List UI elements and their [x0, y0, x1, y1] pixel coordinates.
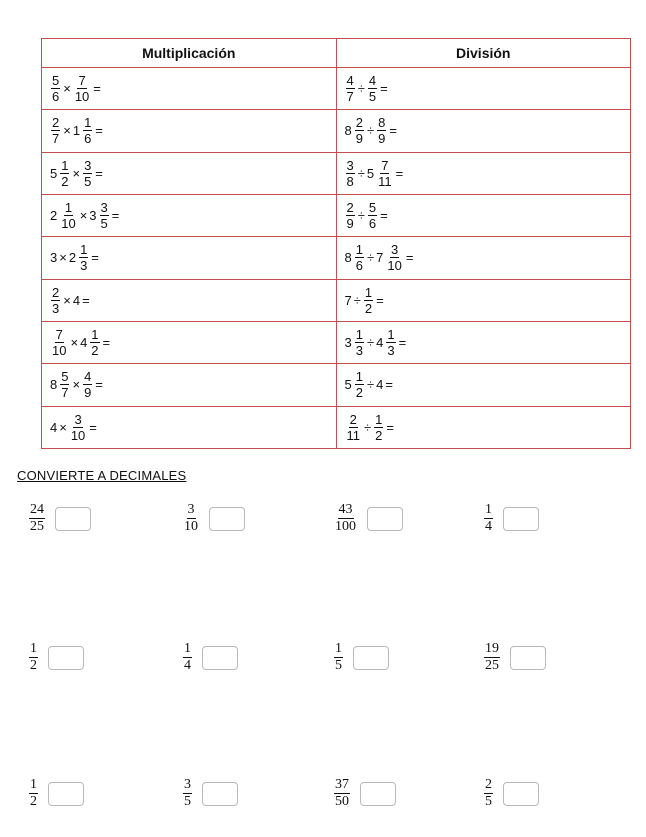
- denominator: 7: [52, 131, 60, 147]
- fraction: [70, 412, 86, 443]
- fraction: [29, 502, 45, 535]
- fraction: [183, 641, 192, 674]
- numerator: 1: [335, 641, 342, 656]
- numerator: 2: [52, 284, 60, 300]
- fraction: [368, 73, 377, 104]
- equals-sign: =: [395, 165, 404, 181]
- denominator: 7: [346, 89, 354, 105]
- times-sign: ×: [63, 123, 71, 139]
- whole-number: 4: [376, 377, 384, 393]
- fraction: [386, 242, 402, 273]
- denominator: 5: [100, 216, 108, 232]
- numerator: 37: [335, 777, 349, 792]
- division-cell: [336, 406, 631, 448]
- table-row: [42, 194, 631, 236]
- expression: [344, 115, 398, 146]
- fraction: [183, 777, 192, 810]
- denominator: 7: [61, 385, 69, 401]
- denominator: 10: [61, 216, 76, 232]
- fraction: [377, 158, 393, 189]
- expression: [49, 158, 104, 189]
- fraction: [183, 502, 199, 535]
- fraction: [334, 502, 357, 535]
- denominator: 9: [84, 385, 92, 401]
- denominator: 6: [368, 216, 377, 232]
- expression: [344, 369, 394, 400]
- denominator: 5: [335, 658, 342, 673]
- whole-number: 2: [50, 208, 58, 224]
- fraction: [100, 200, 109, 231]
- whole-number: 4: [376, 335, 384, 351]
- section-title: CONVIERTE A DECIMALES: [17, 468, 187, 483]
- division-cell: [336, 279, 631, 321]
- expression: [344, 200, 389, 231]
- numerator: 1: [355, 242, 363, 258]
- numerator: 3: [74, 411, 82, 427]
- numerator: 2: [485, 777, 492, 792]
- times-sign: ×: [70, 335, 79, 351]
- answer-box[interactable]: [510, 646, 546, 670]
- numerator: 7: [381, 157, 389, 173]
- decimal-exercise: [484, 502, 539, 535]
- answer-box[interactable]: [503, 507, 539, 531]
- decimal-exercise: [29, 502, 91, 535]
- whole-number: 8: [344, 250, 352, 266]
- answer-box[interactable]: [48, 646, 84, 670]
- whole-number: 5: [344, 377, 352, 393]
- numerator: 3: [100, 200, 108, 216]
- denominator: 9: [378, 131, 386, 147]
- numerator: 19: [485, 641, 499, 656]
- denominator: 2: [355, 385, 363, 401]
- numerator: 2: [355, 115, 363, 131]
- multiplication-cell: [42, 194, 337, 236]
- decimal-exercise: [334, 502, 403, 535]
- numerator: 8: [378, 115, 386, 131]
- equals-sign: =: [89, 419, 97, 435]
- numerator: 2: [349, 411, 357, 427]
- expression: [49, 242, 100, 273]
- fraction: [346, 200, 355, 231]
- denominator: 3: [52, 300, 60, 316]
- header-division: División: [336, 39, 631, 68]
- decimal-exercise: [334, 777, 396, 810]
- numerator: 5: [52, 73, 60, 89]
- fraction: [51, 73, 60, 104]
- whole-number: 2: [68, 250, 77, 266]
- division-cell: [336, 152, 631, 194]
- times-sign: ×: [59, 419, 67, 435]
- equals-sign: =: [95, 123, 103, 139]
- multiplication-cell: [42, 237, 337, 279]
- whole-number: 7: [376, 250, 384, 266]
- denominator: 6: [355, 258, 363, 274]
- equals-sign: =: [93, 81, 101, 97]
- fraction: [51, 327, 67, 358]
- numerator: 7: [55, 327, 63, 343]
- numerator: 4: [346, 73, 354, 89]
- denominator: 4: [485, 519, 492, 534]
- whole-number: 8: [50, 377, 58, 393]
- decimal-exercise: [484, 641, 546, 674]
- division-cell: [336, 68, 631, 110]
- fraction: [484, 777, 493, 810]
- divide-sign: ÷: [364, 419, 372, 435]
- decimal-exercise: [334, 641, 389, 674]
- answer-box[interactable]: [202, 646, 238, 670]
- table-header-row: [42, 39, 631, 68]
- equals-sign: =: [376, 292, 384, 308]
- fraction: [355, 242, 364, 273]
- denominator: 5: [84, 173, 92, 189]
- numerator: 1: [61, 157, 69, 173]
- denominator: 25: [30, 519, 44, 534]
- fraction: [334, 641, 343, 674]
- denominator: 5: [184, 794, 191, 809]
- decimal-exercise: [183, 502, 245, 535]
- denominator: 10: [184, 519, 198, 534]
- fraction: [374, 412, 383, 443]
- denominator: 10: [52, 343, 67, 359]
- fraction: [484, 641, 500, 674]
- expression: [49, 327, 111, 358]
- fraction: [29, 641, 38, 674]
- numerator: 3: [390, 242, 399, 258]
- expression: [49, 285, 91, 316]
- decimal-exercise: [183, 641, 238, 674]
- denominator: 25: [485, 658, 499, 673]
- table-row: [42, 237, 631, 279]
- equals-sign: =: [95, 165, 103, 181]
- answer-box[interactable]: [503, 782, 539, 806]
- whole-number: 8: [344, 123, 352, 139]
- table-row: [42, 152, 631, 194]
- numerator: 1: [375, 411, 383, 427]
- expression: [344, 412, 395, 443]
- denominator: 3: [80, 258, 88, 274]
- divide-sign: ÷: [366, 335, 375, 351]
- answer-box[interactable]: [202, 782, 238, 806]
- fraction: [346, 412, 362, 443]
- whole-number: 4: [80, 335, 88, 351]
- denominator: 3: [355, 343, 363, 359]
- denominator: 6: [52, 89, 60, 105]
- numerator: 3: [187, 502, 195, 517]
- multiplication-cell: [42, 152, 337, 194]
- times-sign: ×: [63, 81, 71, 97]
- answer-box[interactable]: [353, 646, 389, 670]
- multiplication-cell: [42, 110, 337, 152]
- times-sign: ×: [59, 250, 67, 266]
- table-row: [42, 364, 631, 406]
- fraction: [386, 327, 395, 358]
- fraction: [51, 115, 60, 146]
- numerator: 4: [368, 73, 377, 89]
- numerator: 24: [30, 502, 44, 517]
- numerator: 1: [30, 641, 37, 656]
- numerator: 3: [184, 777, 191, 792]
- answer-box[interactable]: [360, 782, 396, 806]
- answer-box[interactable]: [367, 507, 403, 531]
- divide-sign: ÷: [353, 292, 361, 308]
- numerator: 3: [346, 157, 354, 173]
- numerator: 7: [78, 73, 86, 89]
- division-cell: [336, 364, 631, 406]
- numerator: 1: [64, 200, 73, 216]
- multiplication-cell: [42, 406, 337, 448]
- numerator: 1: [485, 502, 492, 517]
- whole-number: 3: [50, 250, 58, 266]
- division-cell: [336, 110, 631, 152]
- denominator: 10: [387, 258, 402, 274]
- fraction: [60, 158, 69, 189]
- expression: [49, 115, 104, 146]
- denominator: 6: [84, 131, 92, 147]
- equals-sign: =: [398, 335, 407, 351]
- denominator: 2: [30, 658, 37, 673]
- whole-number: 5: [366, 165, 375, 181]
- numerator: 1: [355, 327, 363, 343]
- fraction: [368, 200, 377, 231]
- decimal-exercise: [484, 777, 539, 810]
- numerator: 5: [61, 369, 69, 385]
- numerator: 1: [80, 242, 88, 258]
- expression: [49, 73, 102, 104]
- denominator: 10: [74, 89, 90, 105]
- multiplication-cell: [42, 279, 337, 321]
- equals-sign: =: [82, 292, 90, 308]
- fraction: [484, 502, 493, 535]
- whole-number: 3: [344, 335, 352, 351]
- equals-sign: =: [385, 377, 393, 393]
- denominator: 10: [70, 427, 86, 443]
- divide-sign: ÷: [366, 250, 375, 266]
- multiplication-cell: [42, 364, 337, 406]
- numerator: 2: [52, 115, 60, 131]
- equals-sign: =: [95, 377, 103, 393]
- expression: [49, 412, 98, 443]
- whole-number: 4: [50, 419, 58, 435]
- decimal-exercise: [29, 777, 84, 810]
- denominator: 2: [375, 427, 383, 443]
- equals-sign: =: [111, 208, 120, 224]
- fraction: [51, 285, 60, 316]
- division-cell: [336, 194, 631, 236]
- equals-sign: =: [389, 123, 397, 139]
- denominator: 9: [355, 131, 363, 147]
- equals-sign: =: [102, 335, 111, 351]
- denominator: 2: [30, 794, 37, 809]
- denominator: 2: [364, 300, 373, 316]
- fraction: [364, 285, 373, 316]
- equals-sign: =: [386, 419, 394, 435]
- numerator: 5: [368, 200, 377, 216]
- denominator: 4: [184, 658, 191, 673]
- multiplication-cell: [42, 321, 337, 363]
- denominator: 5: [485, 794, 492, 809]
- fraction: [83, 158, 92, 189]
- multiplication-cell: [42, 68, 337, 110]
- division-cell: [336, 321, 631, 363]
- decimal-exercise: [29, 641, 84, 674]
- fraction: [83, 115, 92, 146]
- expression: [49, 369, 104, 400]
- numerator: 1: [364, 284, 373, 300]
- expression: [344, 285, 385, 316]
- denominator: 5: [368, 89, 377, 105]
- numerator: 1: [91, 327, 99, 343]
- times-sign: ×: [79, 208, 88, 224]
- table-row: [42, 68, 631, 110]
- denominator: 9: [346, 216, 354, 232]
- expression: [49, 200, 120, 231]
- fraction: [60, 200, 76, 231]
- answer-box[interactable]: [209, 507, 245, 531]
- whole-number: 5: [50, 165, 58, 181]
- denominator: 3: [387, 343, 395, 359]
- fraction: [83, 369, 92, 400]
- numerator: 4: [84, 369, 92, 385]
- fraction: [355, 327, 364, 358]
- divide-sign: ÷: [357, 165, 365, 181]
- numerator: 3: [84, 157, 92, 173]
- fraction: [74, 73, 90, 104]
- operations-table: [41, 38, 631, 449]
- denominator: 50: [335, 794, 349, 809]
- times-sign: ×: [63, 292, 71, 308]
- table-row: [42, 406, 631, 448]
- whole-number: 4: [72, 292, 81, 308]
- fraction: [346, 73, 355, 104]
- fraction: [334, 777, 350, 810]
- fraction: [355, 369, 364, 400]
- fraction: [377, 115, 386, 146]
- expression: [344, 242, 415, 273]
- times-sign: ×: [72, 165, 81, 181]
- division-cell: [336, 237, 631, 279]
- equals-sign: =: [380, 208, 388, 224]
- fraction: [90, 327, 99, 358]
- denominator: 100: [335, 519, 356, 534]
- fraction: [60, 369, 69, 400]
- times-sign: ×: [72, 377, 81, 393]
- fraction: [346, 158, 355, 189]
- divide-sign: ÷: [366, 123, 375, 139]
- divide-sign: ÷: [357, 81, 365, 97]
- expression: [344, 73, 389, 104]
- numerator: 1: [84, 115, 92, 131]
- table-row: [42, 321, 631, 363]
- numerator: 43: [338, 502, 353, 517]
- whole-number: 3: [89, 208, 97, 224]
- table-row: [42, 279, 631, 321]
- denominator: 11: [378, 173, 392, 189]
- numerator: 1: [30, 777, 37, 792]
- denominator: 8: [346, 173, 354, 189]
- expression: [344, 158, 405, 189]
- header-multiplicacion: Multiplicación: [42, 39, 337, 68]
- equals-sign: =: [91, 250, 99, 266]
- fraction: [355, 115, 364, 146]
- answer-box[interactable]: [55, 507, 91, 531]
- denominator: 2: [61, 173, 69, 189]
- table-row: [42, 110, 631, 152]
- numerator: 1: [387, 327, 395, 343]
- answer-box[interactable]: [48, 782, 84, 806]
- whole-number: 7: [344, 292, 352, 308]
- divide-sign: ÷: [357, 208, 365, 224]
- numerator: 2: [346, 200, 354, 216]
- whole-number: 1: [72, 123, 81, 139]
- numerator: 1: [355, 369, 363, 385]
- equals-sign: =: [405, 250, 414, 266]
- fraction: [79, 242, 88, 273]
- divide-sign: ÷: [366, 377, 375, 393]
- fraction: [29, 777, 38, 810]
- equals-sign: =: [380, 81, 388, 97]
- numerator: 1: [184, 641, 191, 656]
- denominator: 11: [346, 427, 360, 443]
- expression: [344, 327, 408, 358]
- denominator: 2: [91, 343, 99, 359]
- table-body: [42, 68, 631, 449]
- decimal-exercise: [183, 777, 238, 810]
